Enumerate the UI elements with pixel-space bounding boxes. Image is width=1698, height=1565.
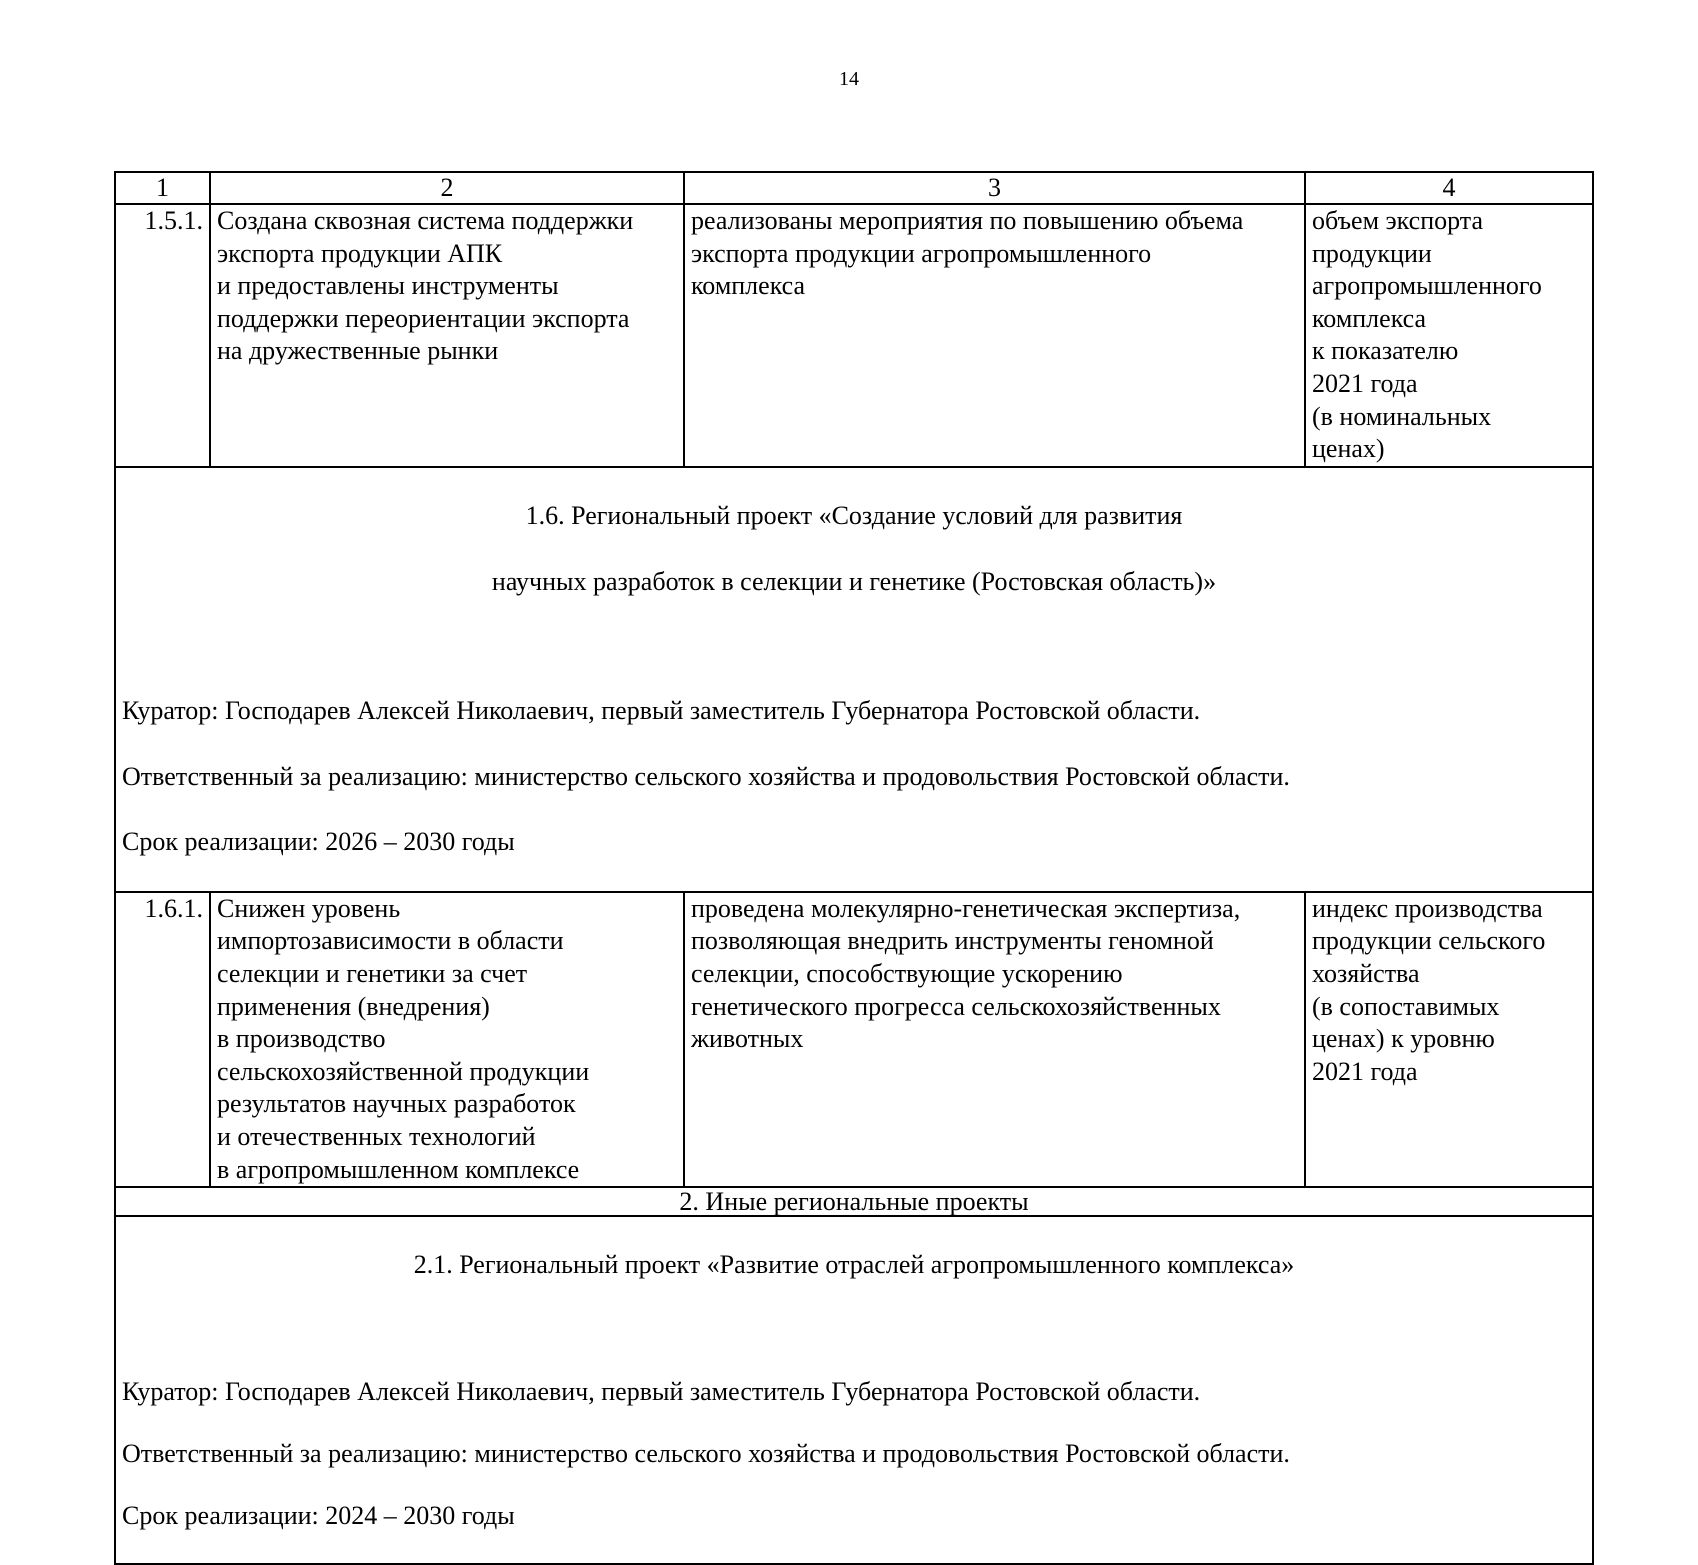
section-2-1-period: Срок реализации: 2024 – 2030 годы (122, 1500, 515, 1530)
section-1-6-title-line2: научных разработок в селекции и генетике (Ростовская область)» (491, 566, 1217, 596)
row-number: 1.5.1. (115, 204, 210, 467)
result-description: Создана сквозная система поддержки экспорта продукции АПК и предоставлены инструменты поддержки переориентации экспорта на дружественные рынки (210, 204, 684, 467)
section-1-6-title-line1: 1.6. Региональный проект «Создание условий для развития (525, 501, 1183, 531)
result-indicator: объем экспорта продукции агропромышленного комплекса к показателю 2021 года (в номинальных ценах) (1305, 204, 1593, 467)
section-2-row (115, 1187, 1593, 1216)
header-col-3: 3 (684, 172, 1305, 204)
section-2-1-title: 2.1. Региональный проект «Развитие отраслей агропромышленного комплекса» (413, 1249, 1295, 1279)
header-row (115, 172, 1593, 204)
section-1-6-period: Срок реализации: 2026 – 2030 годы (122, 826, 515, 856)
table-row-1-5-1 (115, 204, 1593, 467)
table-row-1-6-1 (115, 892, 1593, 1187)
project-table (114, 171, 1594, 1565)
result-characteristic: реализованы мероприятия по повышению объема экспорта продукции агропромышленного комплекса (684, 204, 1305, 467)
section-2-1-curator: Куратор: Господарев Алексей Николаевич, первый заместитель Губернатора Ростовской области. (122, 1376, 1201, 1406)
section-2-title: 2. Иные региональные проекты (115, 1187, 1593, 1216)
section-1-6-curator: Куратор: Господарев Алексей Николаевич, первый заместитель Губернатора Ростовской области. (122, 696, 1201, 726)
section-1-6-responsible: Ответственный за реализацию: министерство сельского хозяйства и продовольствия Ростовской области. (122, 761, 1290, 791)
result-indicator: индекс производства продукции сельского хозяйства (в сопоставимых ценах) к уровню 2021 года (1305, 892, 1593, 1187)
result-description: Снижен уровень импортозависимости в области селекции и генетики за счет применения (внедрения) в производство сельскохозяйственной продукции результатов научных разработок и отечественных технологий в агропромышленном комплексе (210, 892, 684, 1187)
section-1-6 (115, 467, 1593, 892)
section-2-1 (115, 1216, 1593, 1564)
row-number: 1.6.1. (115, 892, 210, 1187)
section-2-1-row (115, 1216, 1593, 1564)
result-characteristic: проведена молекулярно-генетическая экспертиза, позволяющая внедрить инструменты геномной селекции, способствующие ускорению генетического прогресса сельскохозяйственных животных (684, 892, 1305, 1187)
header-col-2: 2 (210, 172, 684, 204)
header-col-4: 4 (1305, 172, 1593, 204)
page-number: 14 (839, 68, 859, 90)
header-col-1: 1 (115, 172, 210, 204)
section-1-6-row (115, 467, 1593, 892)
spacer (122, 1312, 1586, 1344)
section-2-1-responsible: Ответственный за реализацию: министерство сельского хозяйства и продовольствия Ростовской области. (122, 1438, 1290, 1468)
spacer (122, 631, 1586, 663)
